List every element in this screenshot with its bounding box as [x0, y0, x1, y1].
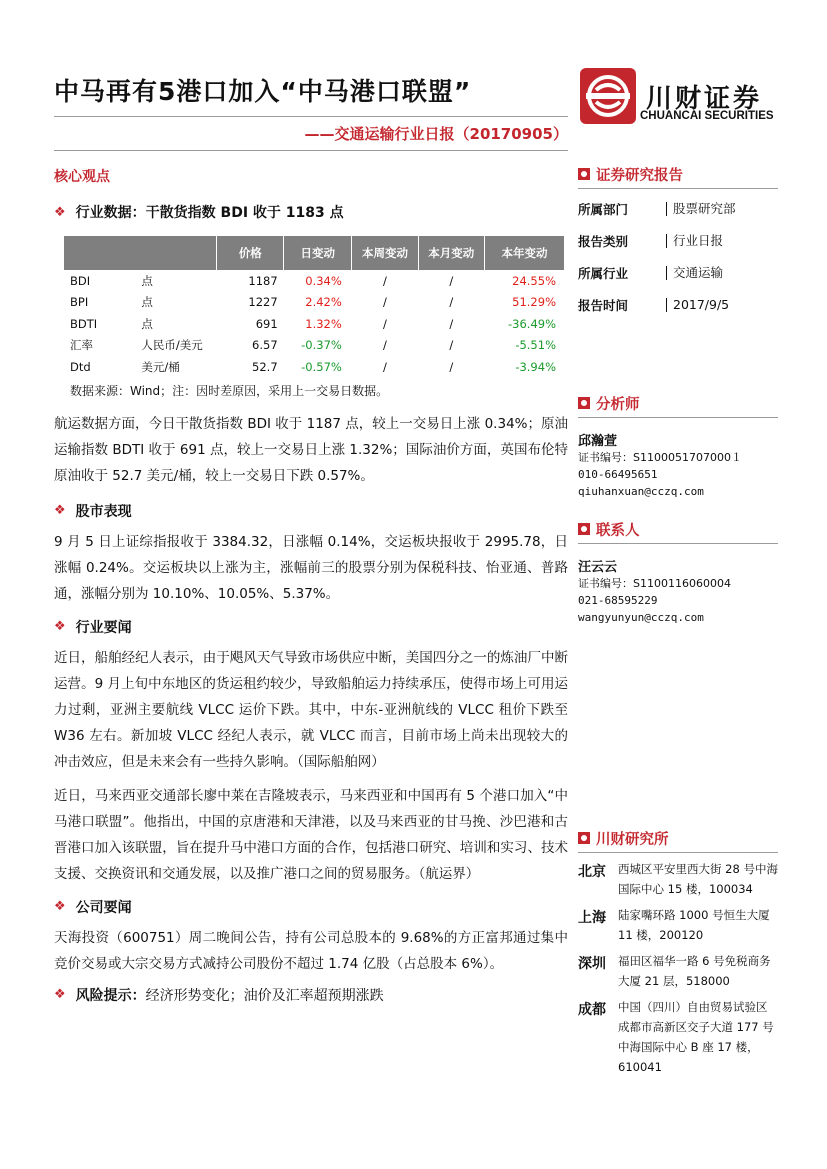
analyst-heading: 分析师	[596, 396, 640, 413]
table-header-cell: 日变动	[284, 236, 352, 270]
meta-value: 股票研究部	[666, 202, 736, 216]
cell-name: BDI	[70, 273, 91, 288]
cell-price: 691	[255, 316, 278, 331]
table-header-cell: 本月变动	[418, 236, 484, 270]
table-header-cell	[64, 236, 141, 270]
shipping-paragraph: 航运数据方面，今日干散货指数 BDI 收于 1187 点，较上一交易日上涨 0.34%；原油运输指数 BDTI 收于 691 点，较上一交易日上涨 1.32%；国际油价方面，英国布伦特原油收于 52.7 美元/桶，较上一交易日下跌 0.57%。	[54, 415, 568, 484]
table-row	[64, 356, 564, 378]
diamond-bullet-icon: ❖	[54, 987, 66, 1002]
cell-price: 1187	[248, 273, 278, 288]
cell-week-change: /	[383, 316, 387, 331]
divider	[578, 852, 778, 853]
section-square-icon	[578, 397, 590, 409]
cell-day-change: 2.42%	[305, 295, 342, 310]
contact-cert: 证书编号：S1100116060004	[578, 577, 731, 590]
cell-year-change: 24.55%	[512, 273, 556, 288]
cell-year-change: -5.51%	[515, 338, 556, 353]
contact-phone: 021-68595229	[578, 594, 658, 607]
logo-name-en: CHUANCAI SECURITIES	[640, 110, 774, 122]
analyst-heading-row	[578, 393, 778, 413]
meta-row-department	[578, 193, 778, 225]
table-row	[64, 270, 564, 292]
cell-day-change: -0.37%	[301, 338, 342, 353]
cell-month-change: /	[449, 295, 454, 310]
contact-panel	[578, 519, 778, 626]
contact-heading-row	[578, 519, 778, 539]
contact-name: 汪云云	[578, 560, 618, 575]
report-subtitle: ——交通运输行业日报（20170905）	[304, 125, 568, 143]
divider	[578, 417, 778, 418]
contact-email[interactable]: wangyunyun@cczq.com	[578, 611, 704, 624]
office-chengdu	[578, 997, 778, 1077]
diamond-bullet-icon: ❖	[54, 899, 66, 914]
cell-week-change: /	[383, 359, 387, 374]
meta-row-industry	[578, 257, 778, 289]
table-row	[64, 292, 564, 314]
industry-text: 干散货指数 BDI 收于 1183 点	[145, 205, 344, 221]
divider	[578, 543, 778, 544]
divider	[578, 188, 778, 189]
analyst-email[interactable]: qiuhanxuan@cczq.com	[578, 485, 704, 498]
risk-row	[54, 985, 568, 1005]
section-square-icon	[578, 523, 590, 535]
table-header-cell: 价格	[217, 236, 284, 270]
meta-value: 2017/9/5	[666, 298, 729, 312]
cell-name: BDTI	[70, 316, 98, 331]
office-address: 福田区福华一路 6 号免税商务大厦 21 层，518000	[618, 954, 771, 988]
table-header-cell	[141, 236, 217, 270]
office-address: 西城区平安里西大街 28 号中海国际中心 15 楼，100034	[618, 862, 778, 896]
section-square-icon	[578, 168, 590, 180]
risk-label: 风险提示：	[75, 987, 146, 1004]
company-heading-row	[54, 897, 568, 917]
cell-week-change: /	[383, 338, 387, 353]
analyst-panel	[578, 393, 778, 500]
meta-key: 报告时间	[578, 298, 629, 313]
cell-unit: 点	[141, 316, 153, 331]
cell-day-change: 1.32%	[305, 316, 342, 331]
contact-heading: 联系人	[596, 522, 640, 539]
report-heading-row	[578, 164, 778, 184]
cell-unit: 人民币/美元	[141, 338, 203, 353]
table-header-cell: 本周变动	[352, 236, 418, 270]
cell-day-change: -0.57%	[301, 359, 342, 374]
stock-heading-row	[54, 501, 568, 521]
analyst-name: 邱瀚萱	[578, 434, 618, 449]
company-paragraph: 天海投资（600751）周二晚间公告，持有公司总股本的 9.68%的方正富邦通过集中竞价交易或大宗交易方式减持公司股份不超过 1.74 亿股（占总股本 6%）。	[54, 929, 568, 972]
meta-value: 行业日报	[666, 234, 723, 248]
office-beijing	[578, 859, 778, 899]
table-row	[64, 313, 564, 335]
stock-heading: 股市表现	[75, 503, 132, 520]
cell-name: Dtd	[70, 359, 91, 374]
table-header-cell: 本年变动	[484, 236, 564, 270]
office-city: 深圳	[578, 956, 606, 972]
institute-panel	[578, 828, 778, 1077]
table-row	[64, 335, 564, 357]
analyst-phone: 010-66495651	[578, 468, 658, 481]
meta-row-category	[578, 225, 778, 257]
logo-name: 川财证券	[646, 84, 763, 114]
cell-year-change: -3.94%	[515, 359, 556, 374]
news-heading: 行业要闻	[75, 619, 132, 636]
cell-price: 52.7	[252, 359, 278, 374]
news-paragraph-1: 近日，船舶经纪人表示，由于飓风天气导致市场供应中断，美国四分之一的炼油厂中断运营。9 月上旬中东地区的货运租约较少，导致船舶运力持续承压，使得市场上可用运力过剩，亚洲主要航线 VLCC 运价下跌。其中，中东-亚洲航线的 VLCC 租价下跌至 W36 左右。新加坡 VLCC 经纪人表示，就 VLCC 而言，目前市场上尚未出现较大的冲击效应，但是未来会有一些持久影响。（国际船舶网）	[54, 649, 568, 770]
main-column	[54, 160, 568, 1005]
meta-key: 报告类别	[578, 234, 629, 249]
institute-heading-row	[578, 828, 778, 848]
office-city: 成都	[578, 1002, 606, 1018]
company-logo	[580, 68, 780, 128]
diamond-bullet-icon: ❖	[54, 619, 66, 634]
risk-text: 经济形势变化；油价及汇率超预期涨跌	[145, 987, 384, 1004]
header-rule-top	[54, 116, 568, 117]
office-shanghai	[578, 905, 778, 945]
industry-data-heading	[54, 202, 568, 222]
meta-row-date	[578, 289, 778, 321]
cell-unit: 点	[141, 273, 153, 288]
cell-name: 汇率	[70, 338, 93, 353]
report-title: 中马再有5港口加入“中马港口联盟”	[54, 77, 472, 106]
market-data-table	[64, 236, 564, 378]
cell-unit: 点	[141, 295, 153, 310]
cell-price: 6.57	[252, 338, 278, 353]
logo-mark-icon	[580, 68, 636, 124]
office-city: 北京	[578, 864, 606, 880]
diamond-bullet-icon: ❖	[54, 503, 66, 518]
meta-key: 所属行业	[578, 266, 629, 281]
analyst-cert: 证书编号：S1100051707000１	[578, 451, 742, 464]
news-heading-row	[54, 617, 568, 637]
header-rule-bottom	[54, 150, 568, 151]
cell-month-change: /	[449, 359, 454, 374]
section-square-icon	[578, 832, 590, 844]
table-source-note: 数据来源：Wind；注：因时差原因，采用上一交易日数据。	[70, 383, 389, 398]
diamond-bullet-icon: ❖	[54, 204, 66, 220]
office-address: 中国（四川）自由贸易试验区成都市高新区交子大道 177 号中海国际中心 B 座 17 楼，610041	[618, 1000, 774, 1074]
cell-week-change: /	[383, 273, 387, 288]
report-heading: 证券研究报告	[596, 167, 683, 184]
office-address: 陆家嘴环路 1000 号恒生大厦 11 楼，200120	[618, 908, 770, 942]
cell-year-change: 51.29%	[512, 295, 556, 310]
cell-day-change: 0.34%	[305, 273, 342, 288]
cell-week-change: /	[383, 295, 387, 310]
cell-month-change: /	[449, 273, 454, 288]
office-shenzhen	[578, 951, 778, 991]
meta-value: 交通运输	[666, 266, 723, 280]
cell-name: BPI	[70, 295, 89, 310]
cell-month-change: /	[449, 316, 454, 331]
industry-label: 行业数据：	[75, 205, 146, 221]
company-heading: 公司要闻	[75, 899, 132, 916]
cell-unit: 美元/桶	[141, 359, 180, 374]
report-info-panel	[578, 164, 778, 321]
institute-heading: 川财研究所	[596, 831, 669, 848]
table-header-row	[64, 236, 564, 270]
meta-key: 所属部门	[578, 202, 629, 217]
cell-price: 1227	[248, 295, 278, 310]
core-heading: 核心观点	[54, 169, 110, 185]
office-city: 上海	[578, 910, 606, 926]
news-paragraph-2: 近日，马来西亚交通部长廖中莱在吉隆坡表示，马来西亚和中国再有 5 个港口加入“中马港口联盟”。他指出，中国的京唐港和天津港，以及马来西亚的甘马挽、沙巴港和古晋港口加入该联盟，旨在提升马中港口方面的合作，包括港口研究、培训和实习、技术支援、交换资讯和交通发展，以及推广港口之间的贸易服务。（航运界）	[54, 787, 568, 882]
stock-paragraph: 9 月 5 日上证综指报收于 3384.32，日涨幅 0.14%，交运板块报收于 2995.78，日涨幅 0.24%。交运板块以上涨为主，涨幅前三的股票分别为保税科技、怡亚通、普路通，涨幅分别为 10.10%、10.05%、5.37%。	[54, 533, 568, 602]
cell-year-change: -36.49%	[508, 316, 556, 331]
cell-month-change: /	[449, 338, 454, 353]
